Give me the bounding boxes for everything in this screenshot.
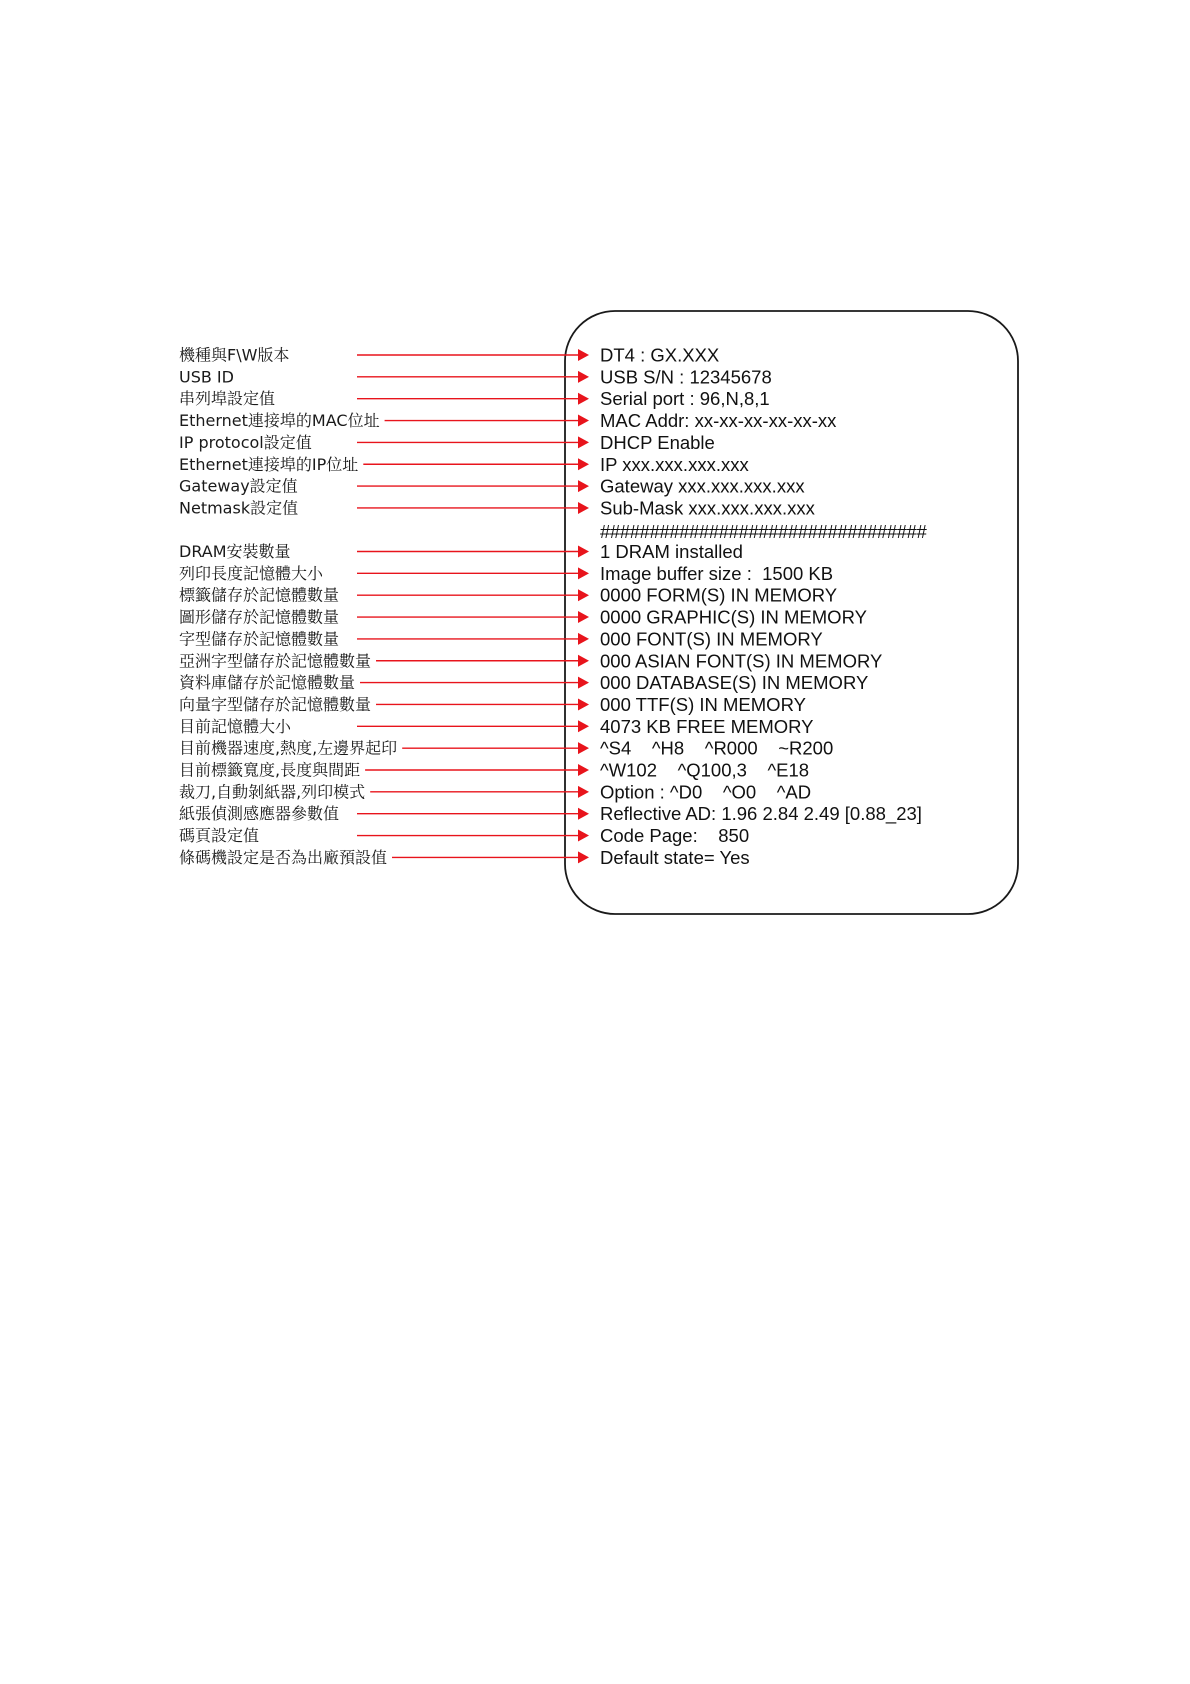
field-label: Ethernet連接埠的IP位址 <box>179 454 359 474</box>
field-label: 標籤儲存於記憶體數量 <box>179 585 340 605</box>
field-label: Gateway設定值 <box>179 476 298 496</box>
field-label: Ethernet連接埠的MAC位址 <box>179 411 380 431</box>
field-label: DRAM安裝數量 <box>179 542 291 561</box>
config-value: DT4 : GX.XXX <box>600 344 720 366</box>
field-label: 亞洲字型儲存於記憶體數量 <box>179 651 372 671</box>
field-label: Netmask設定值 <box>179 498 299 518</box>
field-label: 字型儲存於記憶體數量 <box>179 629 340 649</box>
field-label: 向量字型儲存於記憶體數量 <box>179 694 372 714</box>
field-label: 目前機器速度,熱度,左邊界起印 <box>179 738 398 758</box>
field-label: 目前標籤寬度,長度與間距 <box>179 760 361 780</box>
config-value: 000 TTF(S) IN MEMORY <box>600 693 806 715</box>
config-value: 000 DATABASE(S) IN MEMORY <box>600 672 869 694</box>
config-value: ^W102 ^Q100,3 ^E18 <box>600 759 810 781</box>
config-value: 0000 GRAPHIC(S) IN MEMORY <box>600 606 867 628</box>
field-label: 圖形儲存於記憶體數量 <box>179 607 340 627</box>
field-label: 裁刀,自動剝紙器,列印模式 <box>179 782 366 802</box>
config-value: Gateway xxx.xxx.xxx.xxx <box>600 475 805 497</box>
config-value: 1 DRAM installed <box>600 541 743 562</box>
config-value: Default state= Yes <box>600 846 750 868</box>
config-value: 000 ASIAN FONT(S) IN MEMORY <box>600 650 883 672</box>
separator-line: ################################# <box>600 520 927 542</box>
field-label: 機種與F\W版本 <box>179 345 290 365</box>
config-value: Option : ^D0 ^O0 ^AD <box>600 781 812 803</box>
field-label: IP protocol設定值 <box>179 432 312 452</box>
config-value: Code Page: 850 <box>600 825 750 847</box>
field-label: USB ID <box>179 367 234 387</box>
field-label: 碼頁設定值 <box>179 826 260 846</box>
config-value: Image buffer size : 1500 KB <box>600 562 834 584</box>
config-value: 0000 FORM(S) IN MEMORY <box>600 584 838 606</box>
config-value: USB S/N : 12345678 <box>600 366 772 388</box>
field-label: 目前記憶體大小 <box>179 716 292 736</box>
config-value: ^S4 ^H8 ^R000 ~R200 <box>600 737 834 759</box>
config-value: Serial port : 96,N,8,1 <box>600 388 770 410</box>
config-value: IP xxx.xxx.xxx.xxx <box>600 453 749 475</box>
config-value: DHCP Enable <box>600 431 715 453</box>
field-label: 串列埠設定值 <box>179 389 276 409</box>
config-value: 4073 KB FREE MEMORY <box>600 715 814 737</box>
config-value: MAC Addr: xx-xx-xx-xx-xx-xx <box>600 410 837 432</box>
field-label: 紙張偵測感應器參數值 <box>179 804 340 824</box>
config-value: Sub-Mask xxx.xxx.xxx.xxx <box>600 497 815 519</box>
config-value: 000 FONT(S) IN MEMORY <box>600 628 823 650</box>
field-label: 資料庫儲存於記憶體數量 <box>179 673 356 693</box>
field-label: 條碼機設定是否為出廠預設值 <box>179 847 388 867</box>
field-label: 列印長度記憶體大小 <box>179 563 324 583</box>
config-value: Reflective AD: 1.96 2.84 2.49 [0.88_23] <box>600 803 922 825</box>
